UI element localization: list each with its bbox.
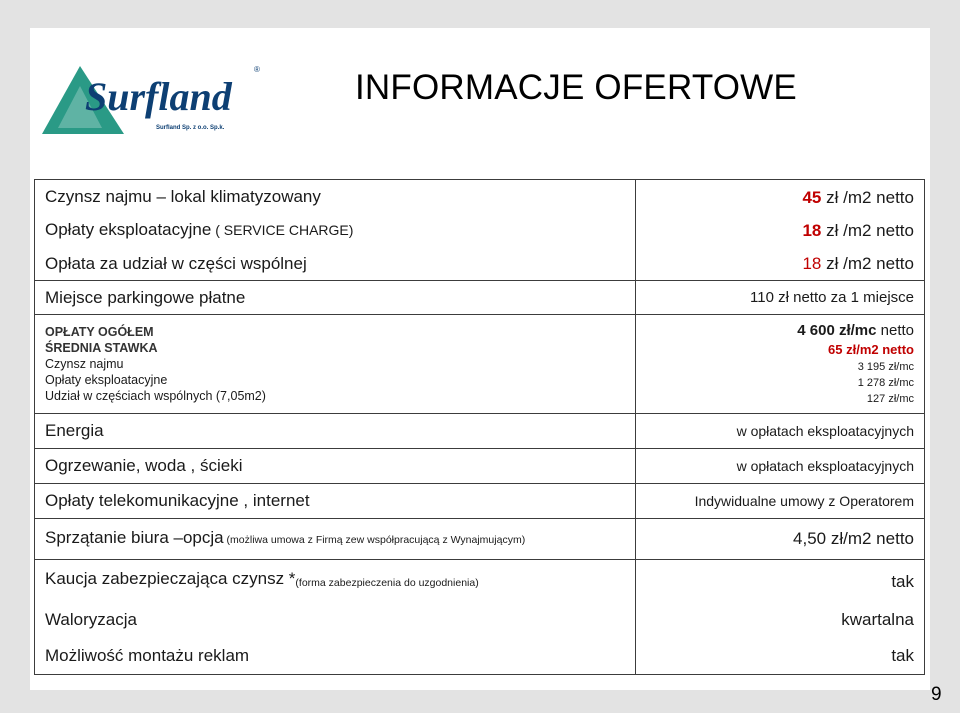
value-udzial-wrap <box>646 247 914 280</box>
value-oplaty-unit: zł /m2 netto <box>821 220 914 240</box>
table-row <box>35 519 925 560</box>
value-kaucja: tak <box>891 571 914 591</box>
offer-table <box>34 179 925 675</box>
summary-l2: ŚREDNIA STAWKA <box>45 341 158 355</box>
label-reklamy: Możliwość montażu reklam <box>45 646 250 665</box>
label-sprzatanie: Sprzątanie biura –opcja <box>45 528 224 547</box>
surfland-logo <box>40 58 260 138</box>
table-row <box>35 449 925 484</box>
summary-r3: 3 195 zł/mc <box>857 361 914 373</box>
summary-r1-wrap <box>646 321 914 341</box>
summary-l1: OPŁATY OGÓŁEM <box>45 325 154 339</box>
label-kaucja-wrap <box>45 560 625 602</box>
label-kaucja-small: (forma zabezpieczenia do uzgodnienia) <box>295 577 479 589</box>
label-oplaty: Opłaty eksploatacyjne <box>45 220 212 239</box>
row-label-cell <box>35 180 636 281</box>
svg-text:®: ® <box>254 65 260 74</box>
table-row <box>35 484 925 519</box>
label-waloryzacja: Waloryzacja <box>45 610 137 629</box>
summary-r2: 65 zł/m2 netto <box>828 342 914 357</box>
value-sprzatanie: 4,50 zł/m2 netto <box>793 529 914 548</box>
summary-l3: Czynsz najmu <box>45 357 124 371</box>
table-row <box>35 602 925 638</box>
label-oplaty-wrap <box>45 213 625 247</box>
summary-l5: Udział w częściach wspólnych (7,05m2) <box>45 389 266 403</box>
svg-text:Surfland Sp. z o.o. Sp.k.: Surfland Sp. z o.o. Sp.k. <box>156 125 225 131</box>
value-parking: 110 zł netto za 1 miejsce <box>750 289 914 306</box>
summary-r4: 1 278 zł/mc <box>857 377 914 389</box>
label-telekom: Opłaty telekomunikacyjne , internet <box>45 491 310 510</box>
table-row <box>35 180 925 281</box>
value-oplaty-num: 18 <box>802 220 822 240</box>
label-energia: Energia <box>45 421 104 440</box>
page-number: 9 <box>931 684 942 705</box>
value-waloryzacja: kwartalna <box>841 610 914 629</box>
summary-l4: Opłaty eksploatacyjne <box>45 373 168 387</box>
summary-value-cell <box>636 315 925 414</box>
value-udzial-unit: zł /m2 netto <box>821 253 914 273</box>
value-energia: w opłatach eksploatacyjnych <box>736 423 914 439</box>
summary-r1-rest: netto <box>876 322 914 339</box>
value-czynsz-unit: zł /m2 netto <box>821 187 914 207</box>
table-row <box>35 414 925 449</box>
page-title: INFORMACJE OFERTOWE <box>355 68 797 107</box>
value-czynsz-wrap <box>646 181 914 214</box>
value-telekom: Indywidualne umowy z Operatorem <box>694 493 914 509</box>
table-row <box>35 638 925 675</box>
summary-r5: 127 zł/mc <box>866 393 914 405</box>
row-value-cell <box>636 180 925 281</box>
label-sprzatanie-wrap <box>45 519 625 559</box>
label-ogrzewanie: Ogrzewanie, woda , ścieki <box>45 456 243 475</box>
label-czynsz: Czynsz najmu – lokal klimatyzowany <box>45 187 321 206</box>
label-kaucja: Kaucja zabezpieczająca czynsz * <box>45 569 296 588</box>
summary-r1-bold: 4 600 zł/mc <box>797 322 877 339</box>
svg-text:Surfland: Surfland <box>85 74 232 119</box>
label-udzial: Opłata za udział w części wspólnej <box>45 254 307 273</box>
label-parking: Miejsce parkingowe płatne <box>45 288 246 307</box>
label-sprzatanie-small: (możliwa umowa z Firmą zew współpracującą z Wynajmującym) <box>223 534 526 546</box>
table-row <box>35 315 925 414</box>
table-row <box>35 281 925 315</box>
table-row <box>35 560 925 603</box>
summary-label-cell <box>35 315 636 414</box>
value-ogrzewanie: w opłatach eksploatacyjnych <box>736 458 914 474</box>
value-czynsz-num: 45 <box>802 187 822 207</box>
value-oplaty-wrap <box>646 214 914 247</box>
value-reklamy: tak <box>891 646 914 665</box>
value-udzial-num: 18 <box>802 253 822 273</box>
label-oplaty-small: ( SERVICE CHARGE) <box>211 222 354 238</box>
